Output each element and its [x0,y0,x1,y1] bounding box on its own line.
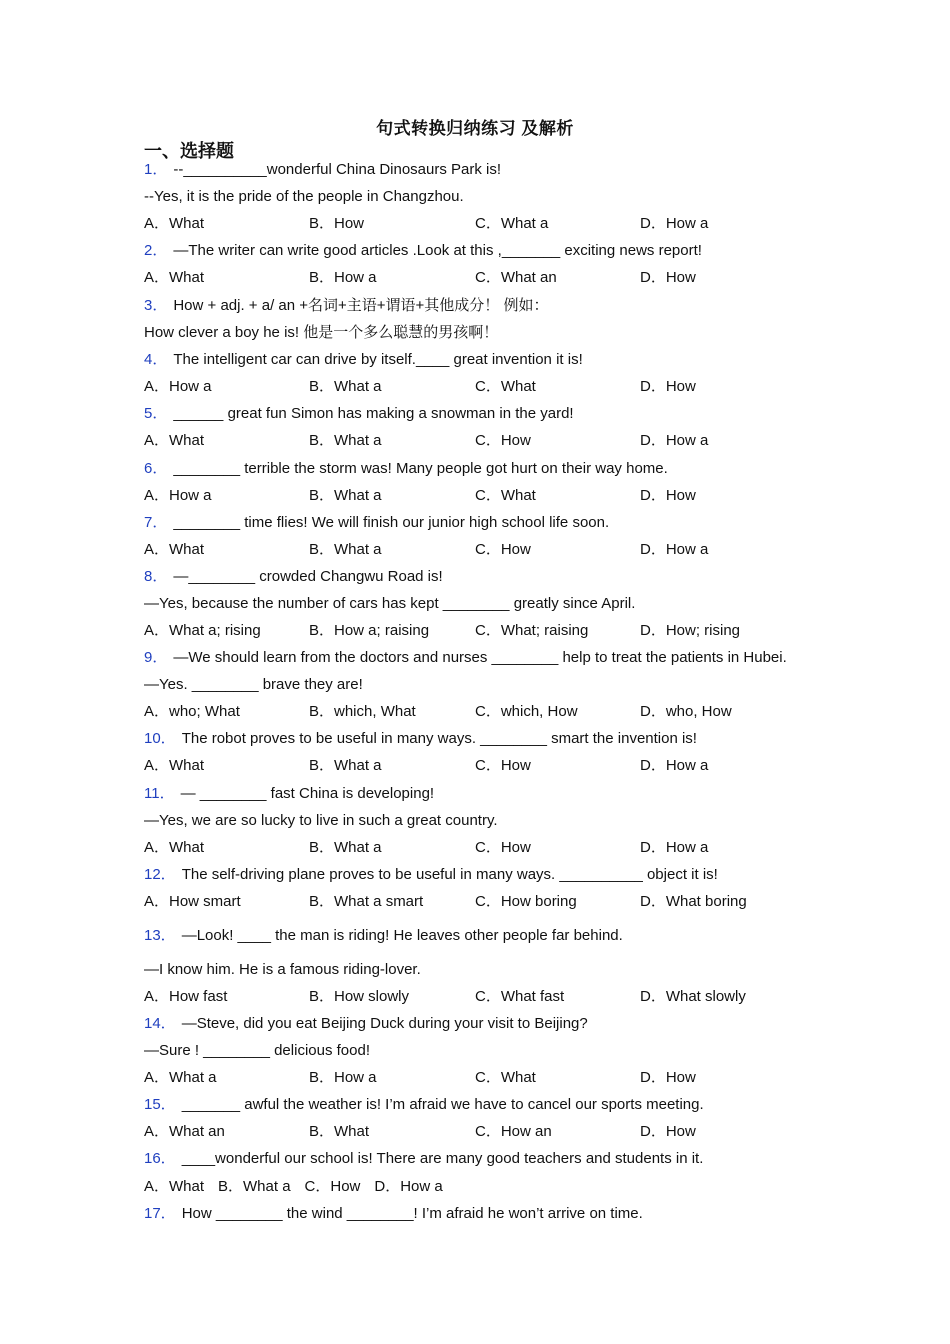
option-a: A．What an [144,1123,225,1140]
option-d: D．How [640,378,696,395]
option-a: A．How smart [144,893,241,910]
option-d: D．How [640,487,696,504]
option-c: C．How [475,432,531,449]
question-number: 9． [144,649,168,666]
option-d: D．How [640,1123,696,1140]
section-heading: 一、选择题 [144,141,234,161]
question-3 [144,296,548,316]
question-15 [144,1095,704,1115]
option-d: D．How a [640,432,709,449]
question-number: 2． [144,242,168,259]
question-text: — ________ fast China is developing! [180,785,435,802]
question-text-line: —Yes. ________ brave they are! [144,676,363,693]
question-text-line: --Yes, it is the pride of the people in Changzhou. [144,188,464,205]
options-row-inline [144,1177,457,1197]
option-d: D．How a [640,215,709,232]
option-c: C．How [475,541,531,558]
question-number: 11． [144,785,175,802]
option-d: D．How [640,269,696,286]
question-text-line: —I know him. He is a famous riding-lover. [144,961,421,978]
option-c: C．What a [475,215,549,232]
question-text: ________ terrible the storm was! Many people got hurt on their way home. [173,460,668,477]
option-d: D．How [640,1069,696,1086]
question-14 [144,1014,588,1034]
question-text: —We should learn from the doctors and nurses ________ help to treat the patients in Hubei. [173,649,787,666]
option-d: D．How a [640,757,709,774]
question-number: 1． [144,161,168,178]
option-a: A．How fast [144,988,228,1005]
question-text-line: —Yes, because the number of cars has kept ________ greatly since April. [144,595,636,612]
question-number: 5． [144,405,168,422]
option-b: B．How [309,215,365,232]
question-7 [144,513,609,533]
option-b: B．What [309,1123,370,1140]
option-d: D．How a [374,1178,443,1195]
question-number: 10． [144,730,176,747]
question-5 [144,404,574,424]
question-text-line: How clever a boy he is! 他是一个多么聪慧的男孩啊！ [144,324,499,341]
option-b: B．What a [309,432,382,449]
option-b: B．What a [309,839,382,856]
question-1 [144,160,501,180]
option-b: B．What a [218,1178,291,1195]
question-number: 6． [144,460,168,477]
question-text-line: —Yes, we are so lucky to live in such a great country. [144,812,498,829]
option-b: B．What a smart [309,893,424,910]
option-c: C．What [475,378,536,395]
question-text: ____wonderful our school is! There are many good teachers and students in it. [181,1150,704,1167]
question-text: ______ great fun Simon has making a snowman in the yard! [173,405,574,422]
question-10 [144,729,697,749]
option-c: C．How boring [475,893,577,910]
option-b: B．What a [309,757,382,774]
question-8 [144,567,443,587]
option-c: C．What [475,487,536,504]
option-c: C．What fast [475,988,565,1005]
question-number: 12． [144,866,176,883]
option-a: A．What [144,839,205,856]
option-a: A．What [144,541,205,558]
question-4 [144,350,583,370]
question-number: 3． [144,297,168,314]
question-11 [144,784,434,804]
question-number: 14． [144,1015,176,1032]
option-b: B．How a [309,1069,377,1086]
question-16 [144,1149,703,1169]
option-a: A．What [144,1178,205,1195]
question-2 [144,241,702,261]
option-c: C．What an [475,269,557,286]
question-text: The robot proves to be useful in many ways. ________ smart the invention is! [181,730,697,747]
option-a: A．What [144,757,205,774]
option-c: C．What; raising [475,622,589,639]
question-text: _______ awful the weather is! I’m afraid we have to cancel our sports meeting. [181,1096,704,1113]
option-d: D．How a [640,541,709,558]
question-12 [144,865,718,885]
option-a: A．What a [144,1069,217,1086]
option-a: A．How a [144,487,212,504]
option-b: B．What a [309,541,382,558]
option-b: B．What a [309,378,382,395]
question-text: —________ crowded Changwu Road is! [173,568,443,585]
question-text: The intelligent car can drive by itself.____ great invention it is! [173,351,583,368]
option-d: D．What boring [640,893,747,910]
question-17 [144,1204,643,1224]
question-number: 8． [144,568,168,585]
question-6 [144,459,668,479]
option-d: D．who, How [640,703,732,720]
question-text: —Steve, did you eat Beijing Duck during your visit to Beijing? [181,1015,588,1032]
option-a: A．What [144,215,205,232]
option-b: B．How slowly [309,988,410,1005]
question-number: 7． [144,514,168,531]
question-number: 17． [144,1205,176,1222]
option-c: C．How [475,839,531,856]
question-text: The self-driving plane proves to be useful in many ways. __________ object it is! [181,866,718,883]
option-b: B．which, What [309,703,416,720]
page-title: 句式转换归纳练习 及解析 [376,119,574,138]
question-number: 15． [144,1096,176,1113]
option-c: C．which, How [475,703,578,720]
option-c: C．How [304,1178,361,1195]
option-d: D．How; rising [640,622,741,639]
question-text-line: —Sure ! ________ delicious food! [144,1042,370,1059]
option-d: D．How a [640,839,709,856]
option-a: A．who; What [144,703,240,720]
question-number: 4． [144,351,168,368]
option-a: A．What a; rising [144,622,261,639]
option-b: B．How a; raising [309,622,430,639]
question-text: How ________ the wind ________! I’m afraid he won’t arrive on time. [181,1205,643,1222]
question-text: —Look! ____ the man is riding! He leaves other people far behind. [181,927,623,944]
question-13 [144,926,623,946]
question-text: —The writer can write good articles .Look at this ,_______ exciting news report! [173,242,702,259]
option-c: C．How [475,757,531,774]
question-text: ________ time flies! We will finish our junior high school life soon. [173,514,610,531]
question-number: 16． [144,1150,176,1167]
question-text: --__________wonderful China Dinosaurs Park is! [173,161,502,178]
option-b: B．What a [309,487,382,504]
option-a: A．How a [144,378,212,395]
question-text: How + adj. + a/ an +名词+主语+谓语+其他成分！ 例如： [173,297,549,314]
option-c: C．What [475,1069,536,1086]
option-d: D．What slowly [640,988,746,1005]
question-9 [144,648,787,668]
option-a: A．What [144,432,205,449]
option-c: C．How an [475,1123,552,1140]
option-a: A．What [144,269,205,286]
option-b: B．How a [309,269,377,286]
question-number: 13． [144,927,176,944]
